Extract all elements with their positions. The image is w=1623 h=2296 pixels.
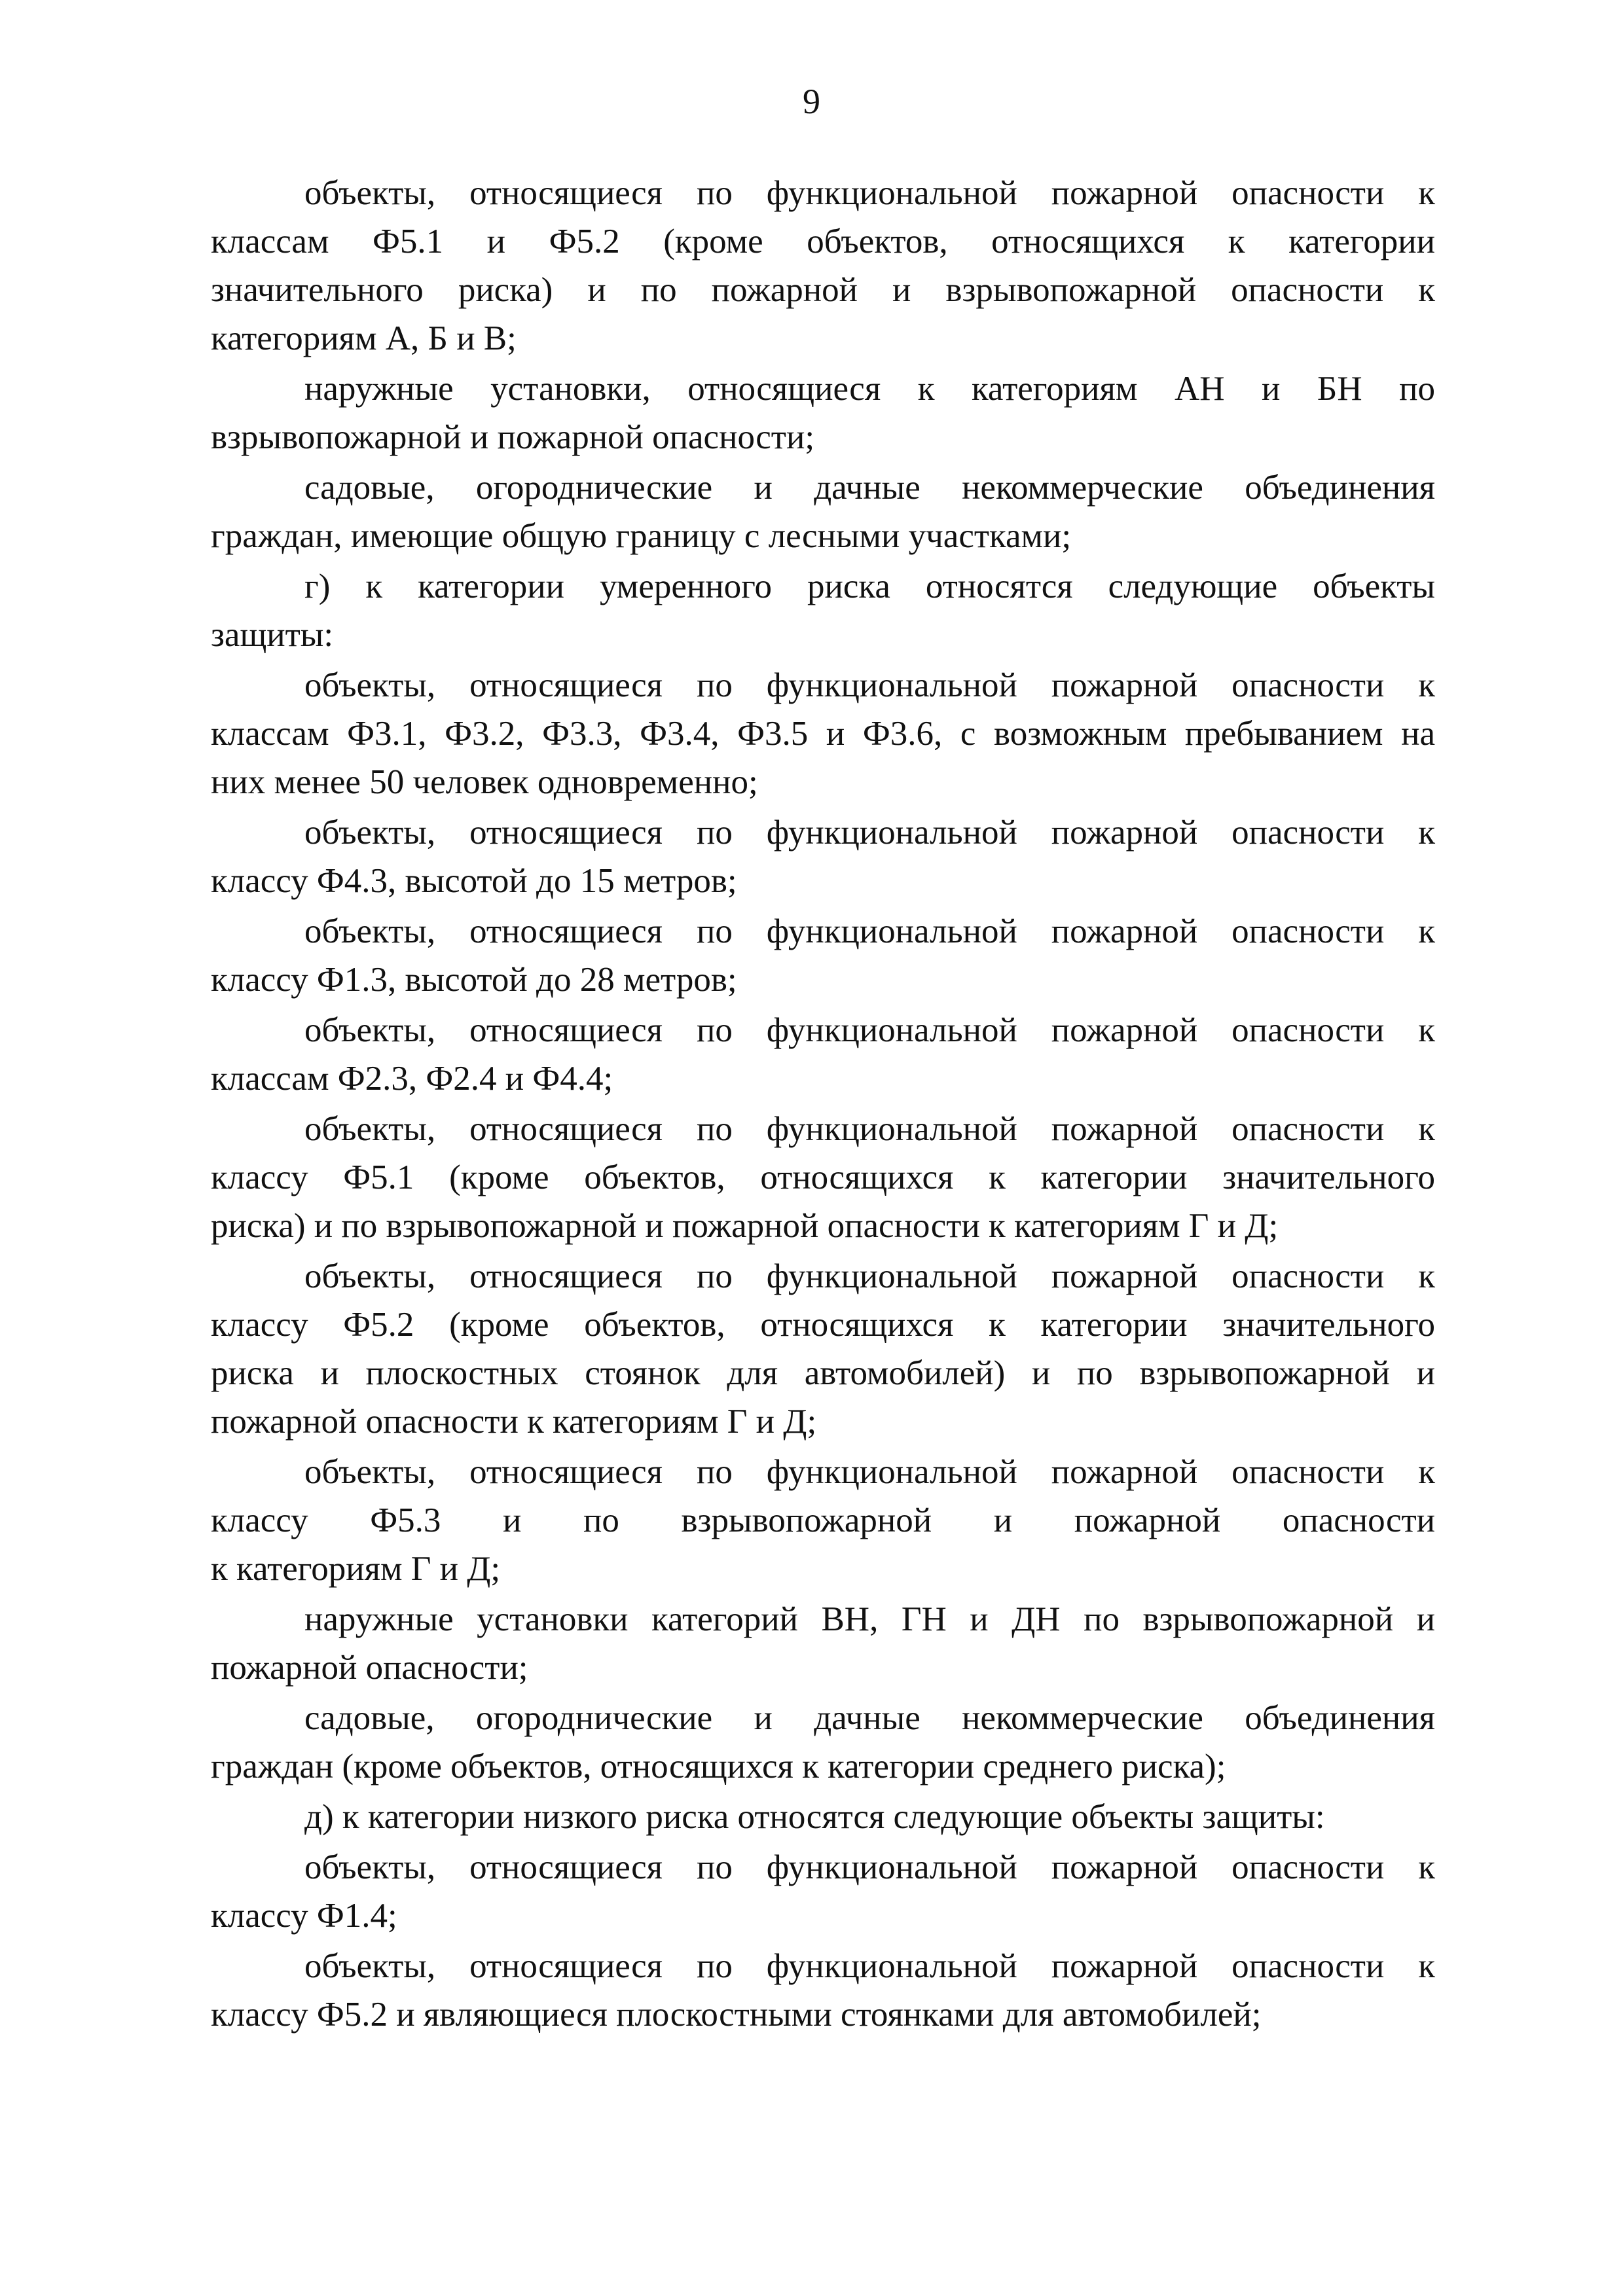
paragraph-line: д) к категории низкого риска относятся следующие объекты защиты: [304, 1798, 1325, 1836]
paragraph-line: них менее 50 человек одновременно; [211, 763, 758, 801]
paragraph-line: граждан (кроме объектов, относящихся к категории среднего риска); [211, 1748, 1226, 1785]
paragraph-line: классу Ф5.1 (кроме объектов, относящихся к категории значительного [211, 1158, 1435, 1196]
paragraph [211, 661, 1435, 806]
paragraph-line: классу Ф5.2 (кроме объектов, относящихся к категории значительного [211, 1306, 1435, 1344]
paragraph [211, 1448, 1435, 1593]
paragraph-line: наружные установки категорий ВН, ГН и ДН по взрывопожарной и [304, 1600, 1435, 1638]
paragraph-line: наружные установки, относящиеся к категориям АН и БН по [304, 370, 1435, 408]
paragraph [211, 1793, 1435, 1841]
body-text [211, 169, 1435, 2041]
paragraph-line: значительного риска) и по пожарной и взрывопожарной опасности к [211, 271, 1435, 309]
paragraph [211, 1942, 1435, 2039]
paragraph-line: объекты, относящиеся по функциональной пожарной опасности к [304, 1453, 1435, 1491]
paragraph-line: классу Ф1.3, высотой до 28 метров; [211, 961, 737, 999]
paragraph-line: объекты, относящиеся по функциональной пожарной опасности к [304, 666, 1435, 704]
paragraph [211, 365, 1435, 461]
paragraph-line: объекты, относящиеся по функциональной пожарной опасности к [304, 1110, 1435, 1148]
paragraph-line: классу Ф5.2 и являющиеся плоскостными стоянками для автомобилей; [211, 1996, 1262, 2034]
paragraph-line: классам Ф5.1 и Ф5.2 (кроме объектов, относящихся к категории [211, 223, 1435, 260]
paragraph-line: риска и плоскостных стоянок для автомобилей) и по взрывопожарной и [211, 1354, 1435, 1392]
paragraph-line: объекты, относящиеся по функциональной пожарной опасности к [304, 814, 1435, 852]
paragraph [211, 808, 1435, 905]
paragraph-line: садовые, огороднические и дачные некоммерческие объединения [304, 1699, 1435, 1737]
paragraph-line: классу Ф5.3 и по взрывопожарной и пожарной опасности [211, 1501, 1435, 1539]
paragraph [211, 1694, 1435, 1791]
paragraph-line: объекты, относящиеся по функциональной пожарной опасности к [304, 1257, 1435, 1295]
paragraph [211, 1006, 1435, 1103]
paragraph [211, 562, 1435, 659]
paragraph [211, 1843, 1435, 1940]
paragraph-line: классам Ф3.1, Ф3.2, Ф3.3, Ф3.4, Ф3.5 и Ф3.6, с возможным пребыванием на [211, 715, 1435, 753]
paragraph-line: граждан, имеющие общую границу с лесными участками; [211, 517, 1072, 555]
paragraph-line: взрывопожарной и пожарной опасности; [211, 418, 815, 456]
paragraph-line: защиты: [211, 616, 334, 654]
paragraph-line: г) к категории умеренного риска относятся следующие объекты [304, 567, 1435, 605]
paragraph-line: классам Ф2.3, Ф2.4 и Ф4.4; [211, 1060, 613, 1098]
paragraph-line: риска) и по взрывопожарной и пожарной опасности к категориям Г и Д; [211, 1207, 1279, 1245]
paragraph-line: к категориям Г и Д; [211, 1550, 501, 1588]
paragraph [211, 169, 1435, 363]
paragraph-line: объекты, относящиеся по функциональной пожарной опасности к [304, 912, 1435, 950]
paragraph-line: объекты, относящиеся по функциональной пожарной опасности к [304, 1947, 1435, 1985]
paragraph-line: категориям А, Б и В; [211, 319, 517, 357]
paragraph-line: объекты, относящиеся по функциональной пожарной опасности к [304, 1848, 1435, 1886]
paragraph [211, 907, 1435, 1004]
paragraph [211, 1252, 1435, 1446]
paragraph-line: пожарной опасности; [211, 1649, 528, 1687]
paragraph-line: классу Ф1.4; [211, 1897, 397, 1935]
page-number: 9 [803, 82, 820, 121]
paragraph-line: объекты, относящиеся по функциональной пожарной опасности к [304, 1011, 1435, 1049]
paragraph-line: садовые, огороднические и дачные некоммерческие объединения [304, 469, 1435, 507]
paragraph-line: объекты, относящиеся по функциональной пожарной опасности к [304, 174, 1435, 212]
paragraph [211, 463, 1435, 560]
paragraph [211, 1105, 1435, 1250]
paragraph-line: пожарной опасности к категориям Г и Д; [211, 1403, 817, 1441]
paragraph [211, 1595, 1435, 1692]
paragraph-line: классу Ф4.3, высотой до 15 метров; [211, 862, 737, 900]
